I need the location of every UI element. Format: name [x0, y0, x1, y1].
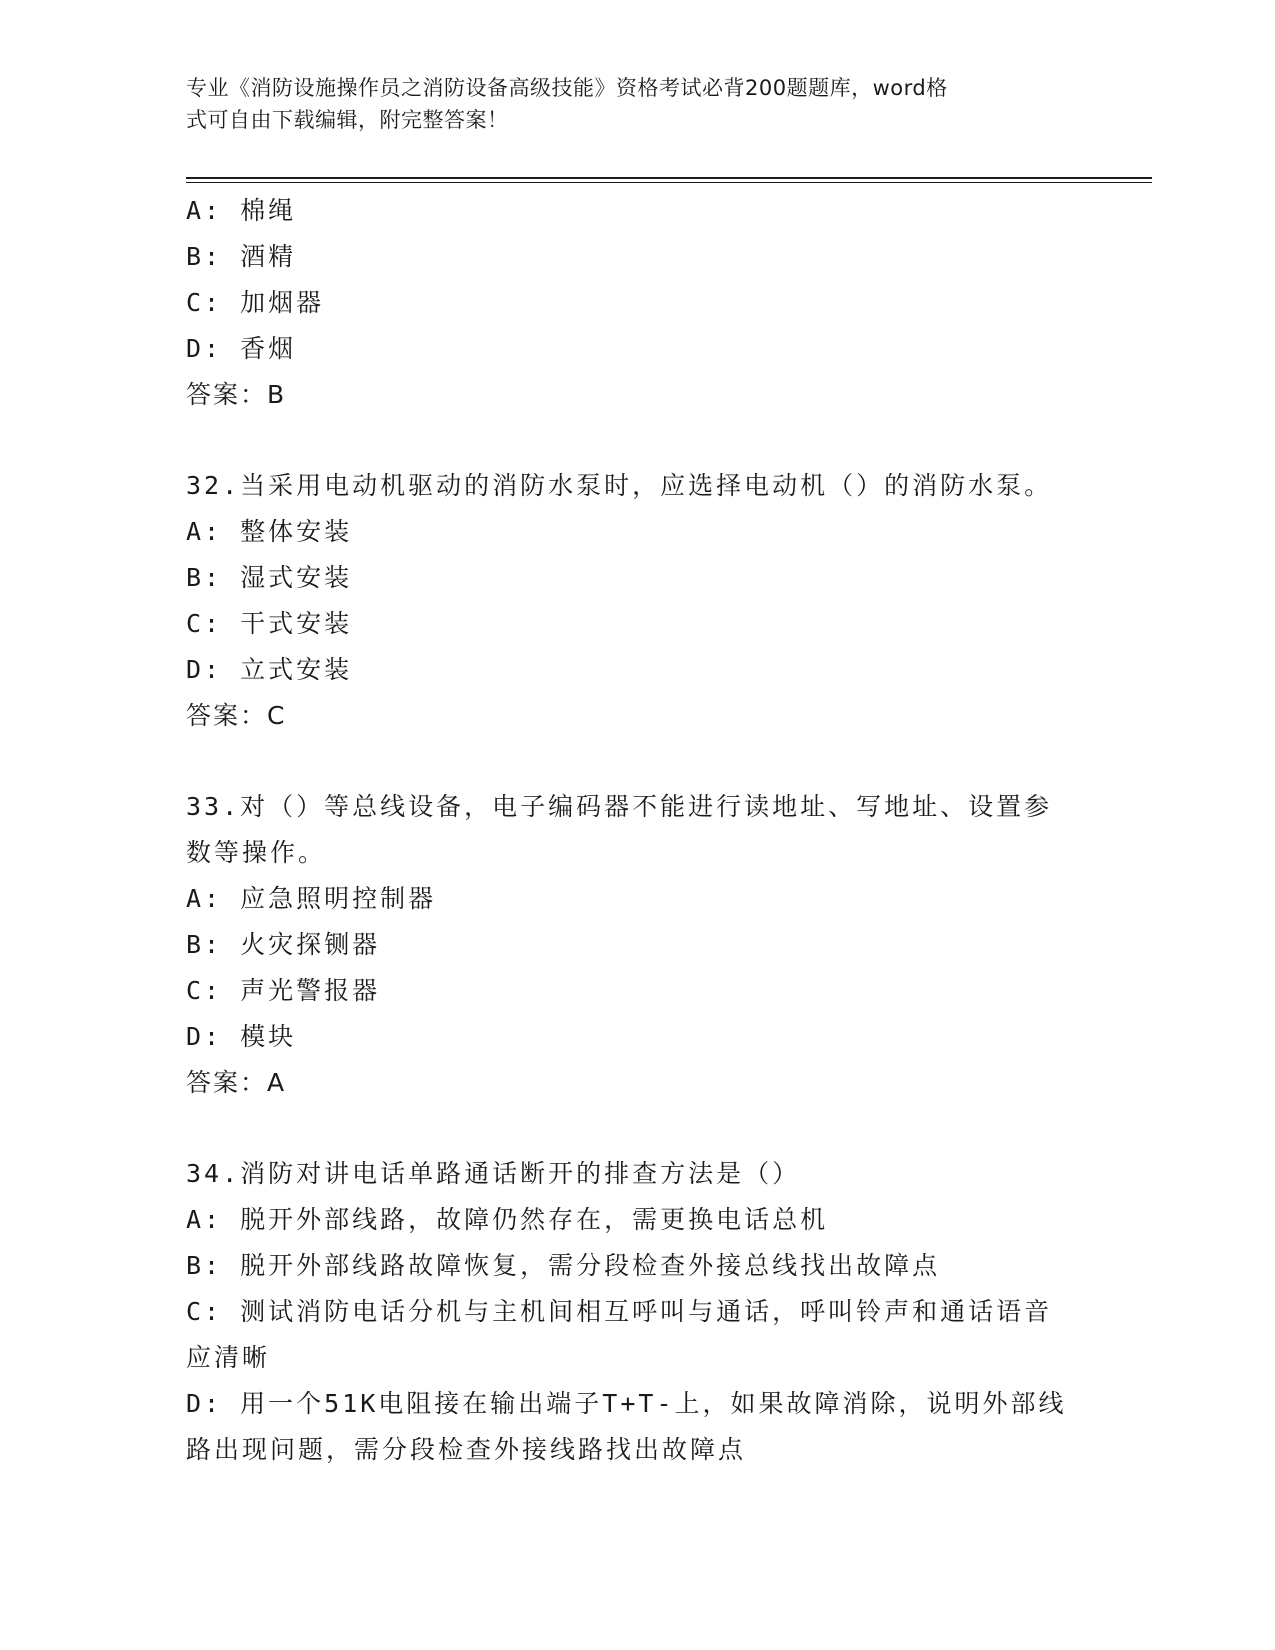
option-b: B: 酒精 [186, 242, 297, 271]
header-divider-thick [186, 177, 1152, 179]
option-d: D: 模块 [186, 1022, 297, 1051]
option-c: C: 加烟器 [186, 288, 325, 317]
option-d-line-2: 路出现问题，需分段检查外接线路找出故障点 [186, 1435, 747, 1464]
option-a: A: 棉绳 [186, 196, 297, 225]
header-line-1: 专业《消防设施操作员之消防设备高级技能》资格考试必背200题题库，word格 [186, 76, 948, 100]
option-d: D: 立式安装 [186, 655, 353, 684]
answer: 答案：C [186, 701, 287, 730]
spacer [186, 418, 1086, 463]
question-stem-line-1: 33.对（）等总线设备，电子编码器不能进行读地址、写地址、设置参 [186, 792, 1053, 821]
question-34 [186, 1151, 1086, 1473]
answer: 答案：A [186, 1068, 287, 1097]
spacer [186, 739, 1086, 784]
spacer [186, 1106, 1086, 1151]
option-b: B: 脱开外部线路故障恢复，需分段检查外接总线找出故障点 [186, 1251, 941, 1280]
option-c-line-2: 应清晰 [186, 1343, 271, 1372]
document-header [186, 72, 1066, 136]
option-b: B: 湿式安装 [186, 563, 353, 592]
question-31 [186, 188, 1086, 418]
question-stem: 34.消防对讲电话单路通话断开的排查方法是（） [186, 1159, 801, 1188]
question-stem-line-2: 数等操作。 [186, 838, 327, 867]
option-b: B: 火灾探铡器 [186, 930, 381, 959]
option-d-line-1: D: 用一个51K电阻接在输出端子T+T-上，如果故障消除，说明外部线 [186, 1389, 1067, 1418]
question-32 [186, 463, 1086, 739]
option-a: A: 脱开外部线路，故障仍然存在，需更换电话总机 [186, 1205, 829, 1234]
option-c: C: 声光警报器 [186, 976, 381, 1005]
option-c-line-1: C: 测试消防电话分机与主机间相互呼叫与通话，呼叫铃声和通话语音 [186, 1297, 1053, 1326]
option-d: D: 香烟 [186, 334, 297, 363]
question-list [186, 188, 1086, 1473]
option-a: A: 整体安装 [186, 517, 353, 546]
option-a: A: 应急照明控制器 [186, 884, 437, 913]
option-c: C: 干式安装 [186, 609, 353, 638]
answer: 答案：B [186, 380, 287, 409]
header-line-2: 式可自由下载编辑，附完整答案！ [186, 108, 509, 132]
header-divider-thin [186, 182, 1152, 183]
question-stem: 32.当采用电动机驱动的消防水泵时，应选择电动机（）的消防水泵。 [186, 471, 1053, 500]
question-33 [186, 784, 1086, 1106]
